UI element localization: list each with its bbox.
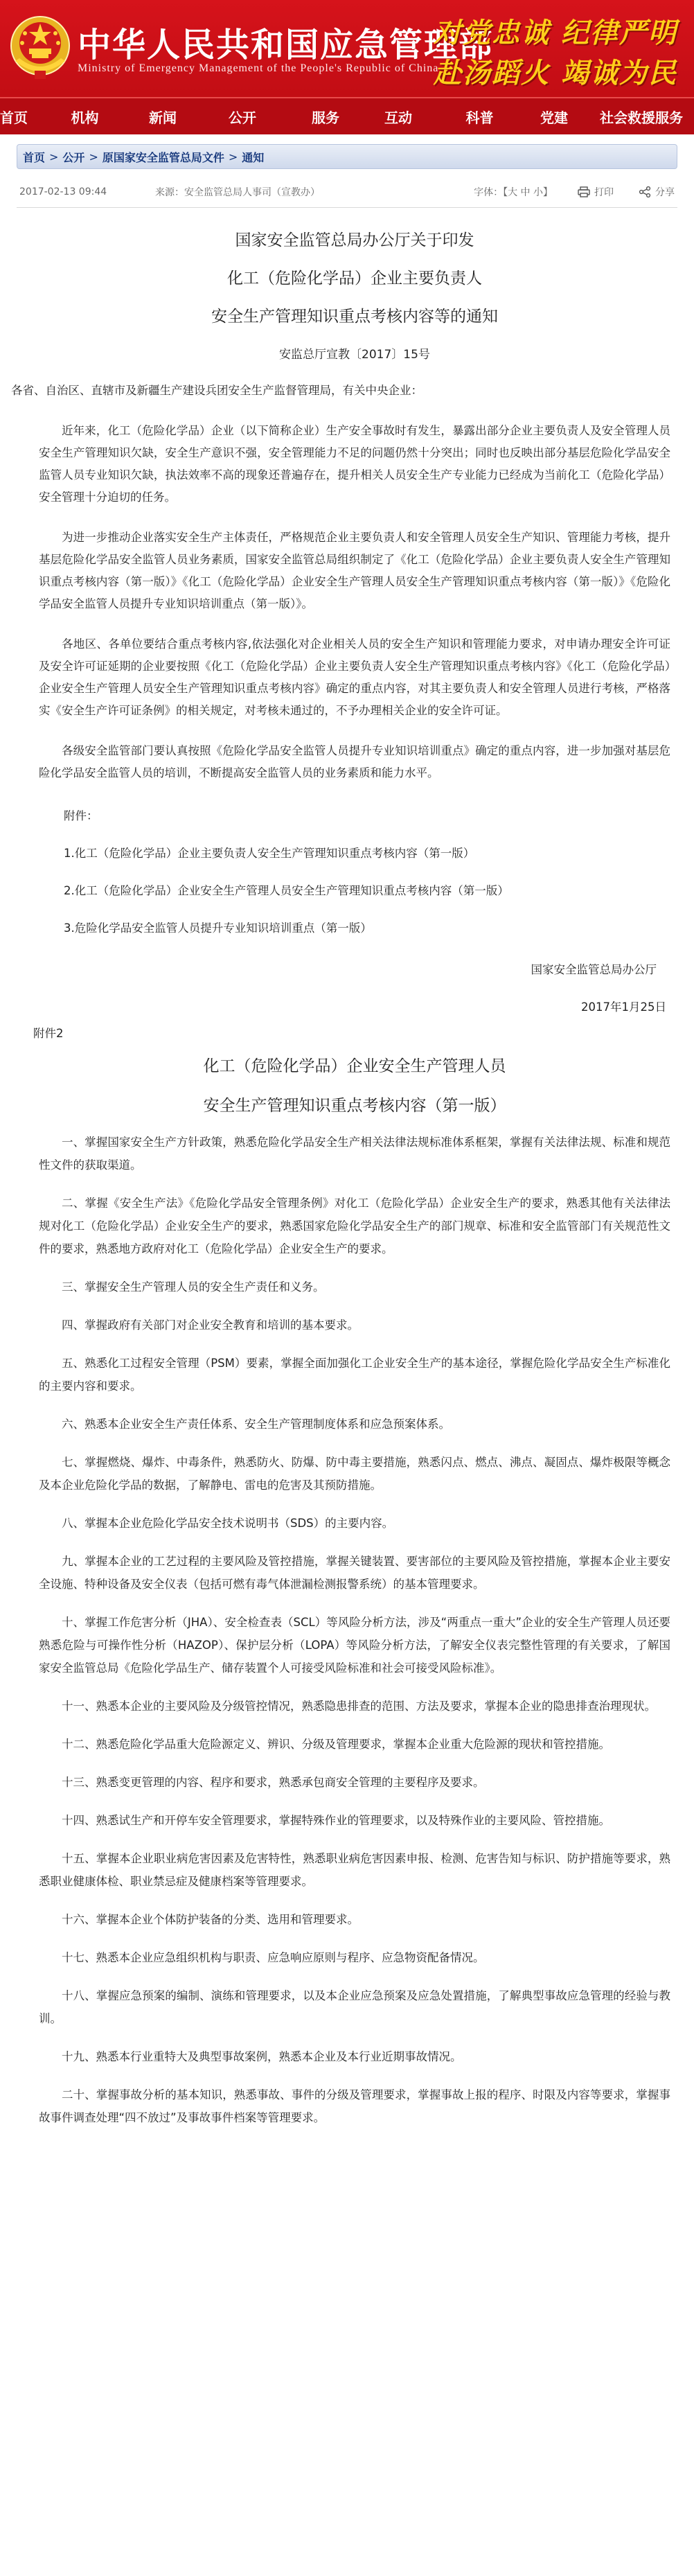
nav-item-rescue-service[interactable]: 社会救援服务	[600, 109, 683, 126]
nav-item-party[interactable]: 党建	[540, 109, 568, 126]
site-title-english: Ministry of Emergency Management of the People's Republic of China	[78, 62, 439, 74]
salutation: 各省、自治区、直辖市及新疆生产建设兵团安全生产监督管理局，有关中央企业：	[11, 384, 422, 397]
nav-item-home[interactable]: 首页	[0, 109, 28, 126]
notice-paragraph: 为进一步推动企业落实安全生产主体责任，严格规范企业主要负责人和安全管理人员安全生产知识、管理能力考核，提升基层危险化学品安全监管人员业务素质，国家安全监管总局组织制定了《化工（危险化学品）企业主要负责人安全生产管理知识重点考核内容（第一版）》《化工（危险化学品）企业安全生产管理人员安全生产管理知识重点考核内容（第一版）》《危险化学品安全监管人员提升专业知识培训重点（第一版）》。	[39, 531, 670, 610]
slogan-line-1: 对党忠诚 纪律严明	[434, 17, 677, 49]
requirement-item: 八、掌握本企业危险化学品安全技术说明书（SDS）的主要内容。	[62, 1517, 394, 1530]
font-bracket-open: 【	[503, 186, 508, 198]
publish-date: 2017-02-13 09:44	[19, 186, 107, 197]
requirement-item: 十四、熟悉试生产和开停车安全管理要求，掌握特殊作业的管理要求，以及特殊作业的主要风险、管控措施。	[62, 1814, 610, 1827]
requirement-item: 十、掌握工作危害分析（JHA）、安全检查表（SCL）等风险分析方法，涉及“两重点一重大”企业的安全生产管理人员还要熟悉危险与可操作性分析（HAZOP）、保护层分析（LOPA）等风险分析方法，了解安全仪表完整性管理的有关要求，了解国家安全监管总局《危险化学品生产、储存装置个人可接受风险标准和社会可接受风险标准》。	[39, 1616, 670, 1675]
attachment2-title-line-1: 化工（危险化学品）企业安全生产管理人员	[203, 1057, 506, 1075]
printer-icon	[578, 186, 590, 197]
requirement-item: 四、掌握政府有关部门对企业安全教育和培训的基本要求。	[62, 1318, 359, 1332]
attachment2-title-line-2: 安全生产管理知识重点考核内容（第一版）	[203, 1097, 506, 1115]
notice-title-line-3: 安全生产管理知识重点考核内容等的通知	[211, 308, 498, 326]
requirement-item: 十七、熟悉本企业应急组织机构与职责、应急响应原则与程序、应急物资配备情况。	[62, 1951, 485, 1964]
share-icon	[639, 186, 651, 197]
site-title[interactable]: 中华人民共和国应急管理部	[78, 26, 494, 64]
requirement-item: 十三、熟悉变更管理的内容、程序和要求，熟悉承包商安全管理的主要程序及要求。	[62, 1776, 485, 1789]
requirement-item: 三、掌握安全生产管理人员的安全生产责任和义务。	[62, 1280, 325, 1294]
font-size-large-link[interactable]: 大	[508, 186, 518, 198]
requirement-item: 六、熟悉本企业安全生产责任体系、安全生产管理制度体系和应急预案体系。	[62, 1418, 450, 1431]
requirement-item: 二、掌握《安全生产法》《危险化学品安全管理条例》对化工（危险化学品）企业安全生产的要求，熟悉其他有关法律法规对化工（危险化学品）企业安全生产的要求，熟悉国家危险化学品安全生产的部门规章、标准和安全监管部门有关规范性文件的要求，熟悉地方政府对化工（危险化学品）企业安全生产的要求。	[39, 1197, 670, 1255]
requirement-item: 十九、熟悉本行业重特大及典型事故案例，熟悉本企业及本行业近期事故情况。	[62, 2050, 462, 2063]
breadcrumb-separator: >	[49, 150, 59, 164]
document-number: 安监总厅宣教〔2017〕15号	[279, 348, 430, 362]
breadcrumb-former-files[interactable]: 原国家安全监管总局文件	[102, 150, 224, 164]
notice-paragraph: 近年来，化工（危险化学品）企业（以下简称企业）生产安全事故时有发生，暴露出部分企业主要负责人及安全管理人员安全生产管理知识欠缺，安全生产意识不强，安全管理能力不足的问题仍然十分突出；同时也反映出部分基层危险化学品安全监管人员专业知识欠缺，执法效率不高的现象还普遍存在，提升相关人员安全生产专业能力已经成为当前化工（危险化学品）安全管理十分迫切的任务。	[39, 424, 670, 504]
nav-item-public[interactable]: 公开	[229, 109, 256, 126]
attachment2-label: 附件2	[33, 1027, 64, 1040]
sign-date: 2017年1月25日	[581, 1000, 666, 1014]
notice-title-line-2: 化工（危险化学品）企业主要负责人	[227, 270, 482, 288]
breadcrumb-home[interactable]: 首页	[23, 150, 46, 164]
slogan-line-2: 赴汤蹈火 竭诚为民	[434, 57, 677, 89]
nav-item-service[interactable]: 服务	[312, 109, 339, 126]
requirement-item: 七、掌握燃烧、爆炸、中毒条件，熟悉防火、防爆、防中毒主要措施，熟悉闪点、燃点、沸点、凝固点、爆炸极限等概念及本企业危险化学品的数据，了解静电、雷电的危害及其预防措施。	[39, 1456, 670, 1492]
font-size-control	[474, 185, 553, 199]
breadcrumb-separator: >	[89, 150, 98, 164]
notice-paragraph: 各地区、各单位要结合重点考核内容,依法强化对企业相关人员的安全生产知识和管理能力要求，对申请办理安全许可证及安全许可证延期的企业要按照《化工（危险化学品）企业主要负责人安全生产管理知识重点考核内容》《化工（危险化学品）企业安全生产管理人员安全生产管理知识重点考核内容》确定的重点内容，对其主要负责人和安全管理人员进行考核，严格落实《安全生产许可证条例》的相关规定，对考核未通过的，不予办理相关企业的安全许可证。	[39, 637, 670, 717]
print-label: 打印	[594, 186, 614, 198]
nav-item-interaction[interactable]: 互动	[384, 109, 412, 126]
main-nav	[0, 97, 694, 134]
requirement-item: 九、掌握本企业的工艺过程的主要风险及管控措施，掌握关键装置、要害部位的主要风险及管控措施，掌握本企业主要安全设施、特种设备及安全仪表（包括可燃有毒气体泄漏检测报警系统）的基本管理要求。	[39, 1555, 670, 1591]
national-emblem-icon[interactable]	[8, 12, 72, 82]
share-label: 分享	[655, 186, 675, 198]
font-size-label: 字体：	[474, 186, 504, 198]
breadcrumb-current[interactable]: 通知	[242, 150, 265, 164]
notice-paragraph: 各级安全监管部门要认真按照《危险化学品安全监管人员提升专业知识培训重点》确定的重点内容，进一步加强对基层危险化学品安全监管人员的培训，不断提高安全监管人员的业务素质和能力水平。	[39, 744, 670, 779]
attachment-item: 2.化工（危险化学品）企业安全生产管理人员安全生产管理知识重点考核内容（第一版）	[64, 884, 509, 897]
requirement-item: 十八、掌握应急预案的编制、演练和管理要求，以及本企业应急预案及应急处置措施，了解典型事故应急管理的经验与教训。	[39, 1989, 670, 2025]
requirement-item: 二十、掌握事故分析的基本知识，熟悉事故、事件的分级及管理要求，掌握事故上报的程序、时限及内容等要求，掌握事故事件调查处理“四不放过”及事故事件档案等管理要求。	[39, 2088, 670, 2124]
attachment-item: 3.危险化学品安全监管人员提升专业知识培训重点（第一版）	[64, 921, 372, 935]
article-source: 来源：安全监管总局人事司（宣教办）	[155, 186, 320, 198]
font-bracket-close: 】	[543, 186, 553, 198]
attachments-label: 附件：	[64, 809, 98, 822]
requirement-item: 十二、熟悉危险化学品重大危险源定义、辨识、分级及管理要求，掌握本企业重大危险源的现状和管控措施。	[62, 1738, 610, 1751]
breadcrumb-separator: >	[228, 150, 238, 164]
font-size-small-link[interactable]: 小	[533, 186, 543, 198]
nav-item-science[interactable]: 科普	[465, 109, 494, 126]
font-size-medium-link[interactable]: 中	[520, 186, 531, 198]
breadcrumb-public[interactable]: 公开	[62, 150, 85, 164]
share-button[interactable]	[639, 185, 675, 199]
nav-item-organization[interactable]: 机构	[71, 109, 99, 126]
attachment-item: 1.化工（危险化学品）企业主要负责人安全生产管理知识重点考核内容（第一版）	[64, 847, 475, 860]
article-body	[0, 233, 694, 2129]
requirement-item: 一、掌握国家安全生产方针政策，熟悉危险化学品安全生产相关法律法规标准体系框架，掌握有关法律法规、标准和规范性文件的获取渠道。	[39, 1136, 670, 1172]
breadcrumb	[17, 144, 677, 169]
requirement-item: 十一、熟悉本企业的主要风险及分级管控情况，熟悉隐患排查的范围、方法及要求，掌握本企业的隐患排查治理现状。	[62, 1700, 656, 1713]
signer: 国家安全监管总局办公厅	[531, 963, 657, 976]
requirement-item: 十六、掌握本企业个体防护装备的分类、选用和管理要求。	[62, 1913, 359, 1926]
print-button[interactable]	[578, 185, 614, 199]
article-meta-bar	[17, 183, 677, 208]
notice-title-line-1: 国家安全监管总局办公厅关于印发	[235, 231, 474, 249]
site-header	[0, 0, 694, 97]
requirement-item: 十五、掌握本企业职业病危害因素及危害特性，熟悉职业病危害因素申报、检测、危害告知与标识、防护措施等要求，熟悉职业健康体检、职业禁忌症及健康档案等管理要求。	[39, 1852, 670, 1888]
requirement-item: 五、熟悉化工过程安全管理（PSM）要素，掌握全面加强化工企业安全生产的基本途径，掌握危险化学品安全生产标准化的主要内容和要求。	[39, 1357, 670, 1393]
nav-item-news[interactable]: 新闻	[149, 109, 177, 126]
